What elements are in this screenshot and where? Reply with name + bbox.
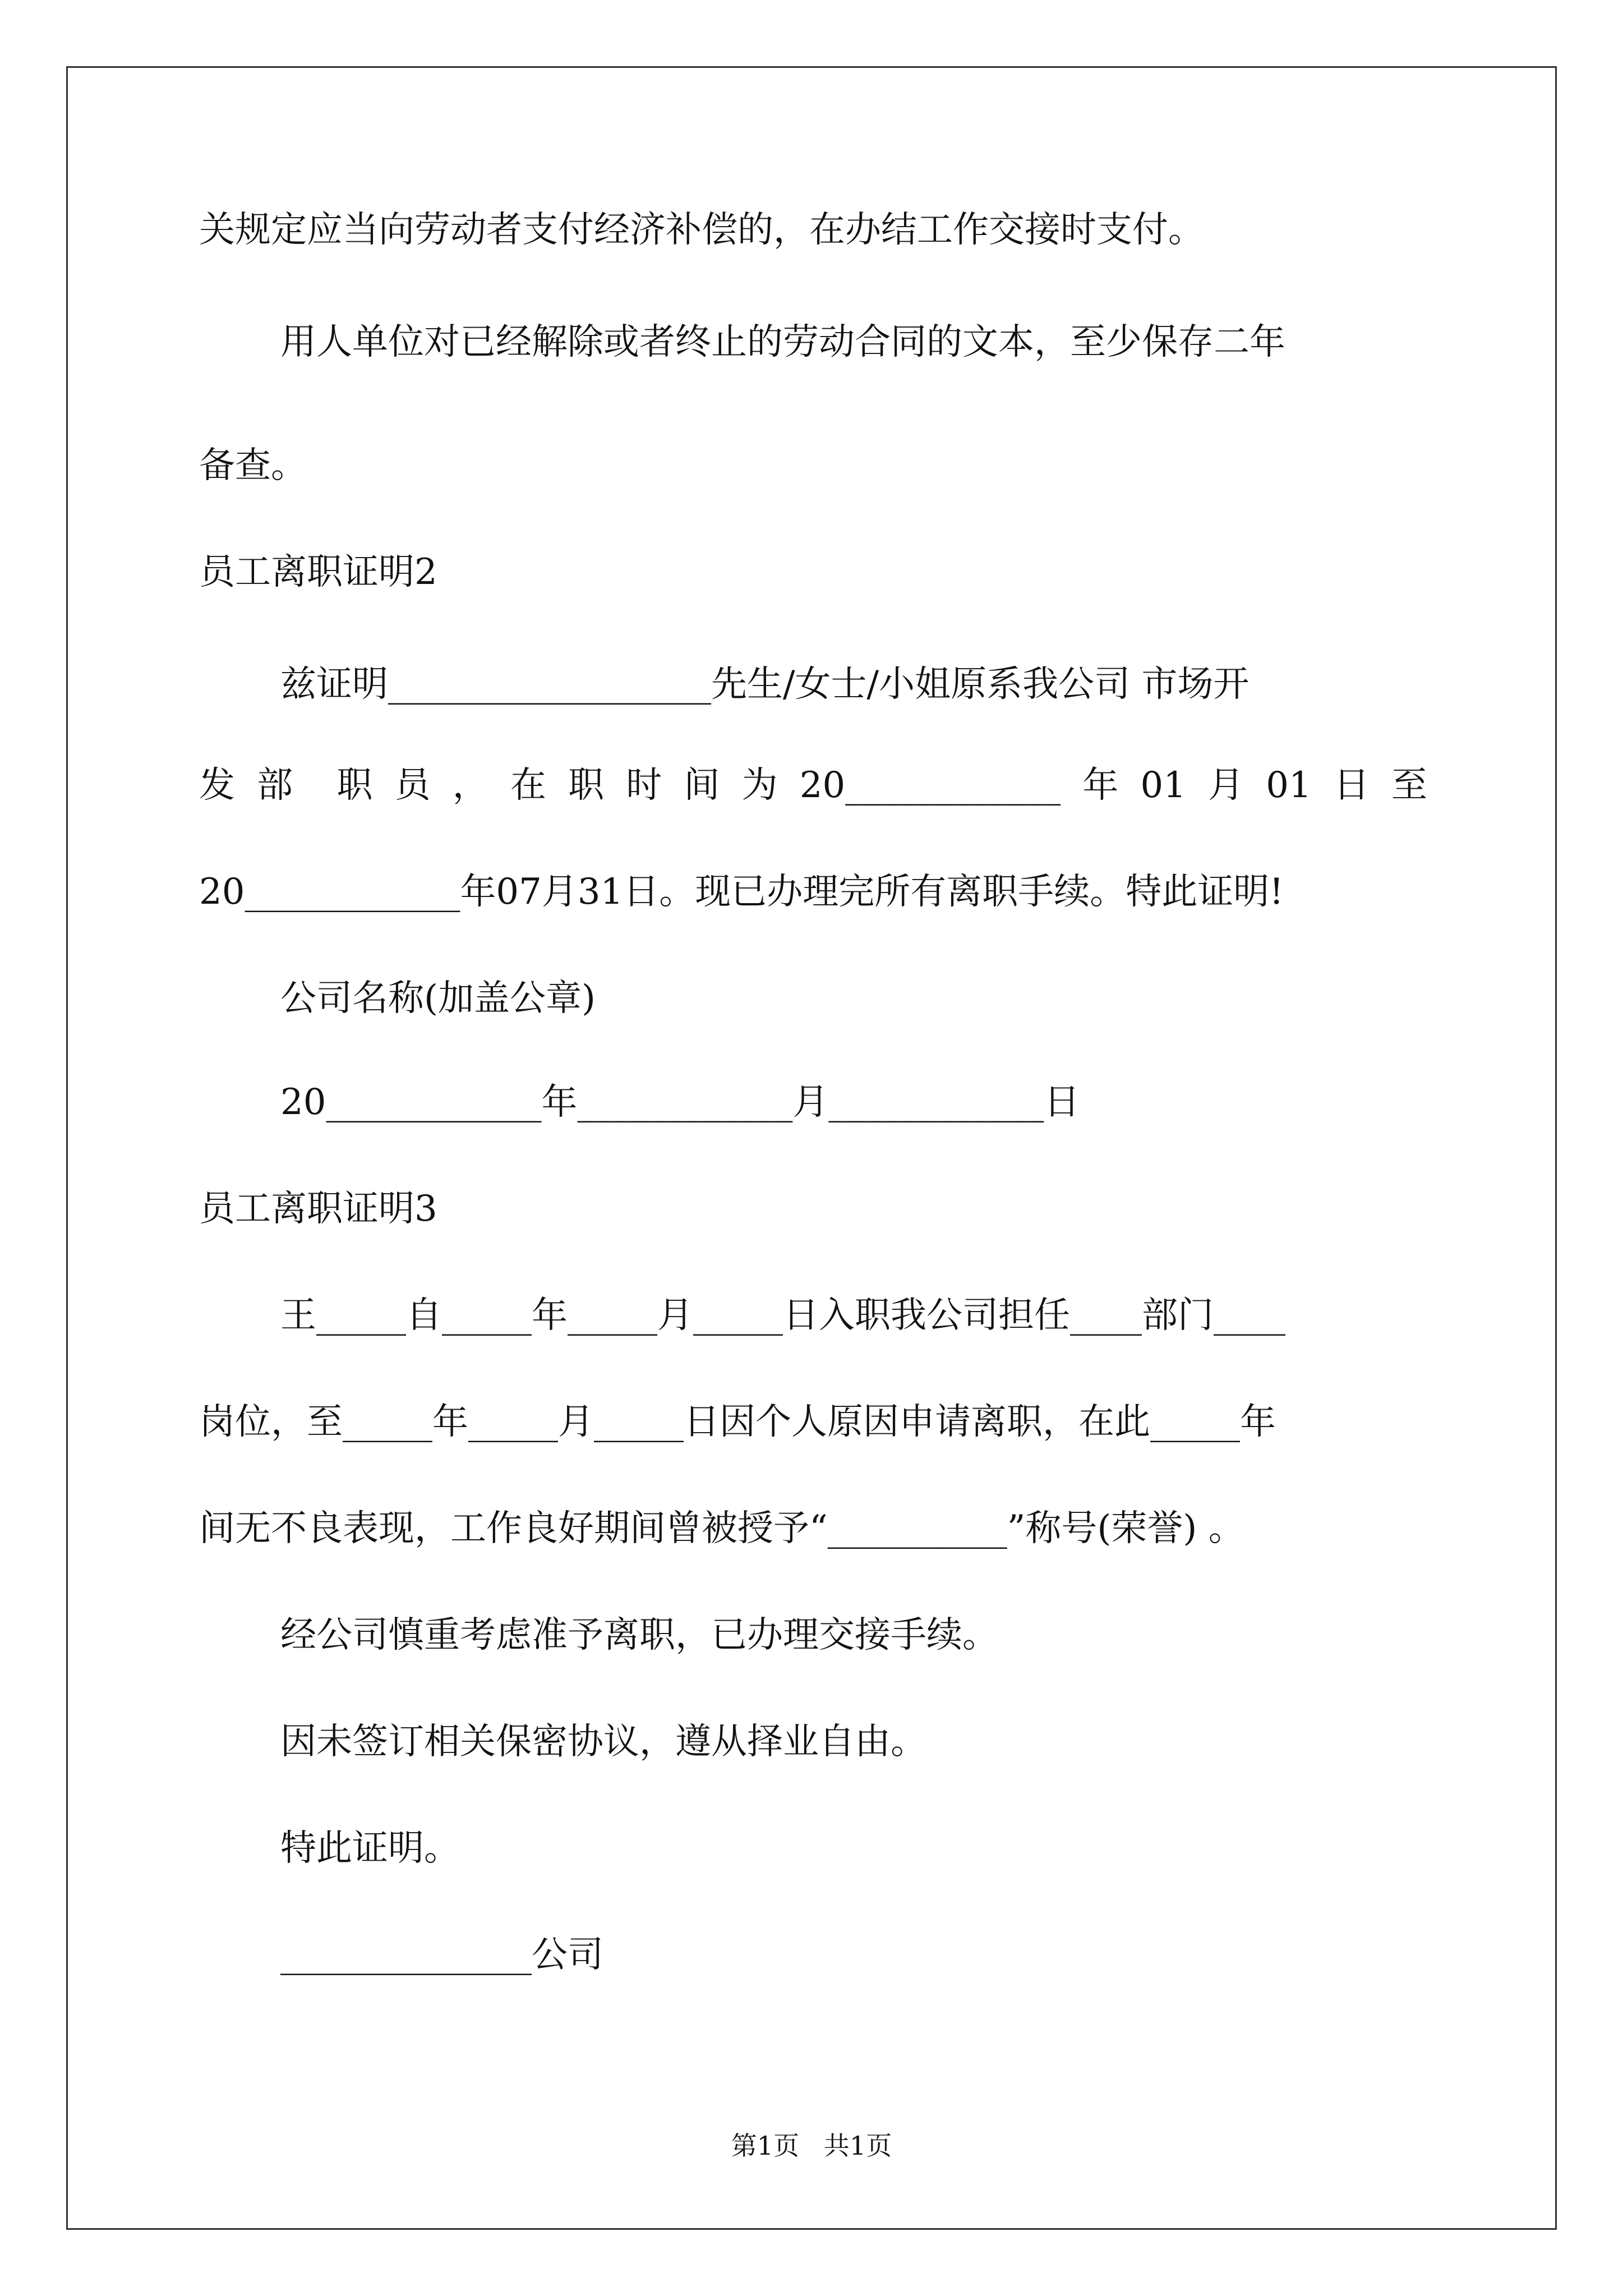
token: 发 bbox=[199, 765, 235, 806]
token: 间 bbox=[684, 765, 720, 806]
page-number-footer: 第1页 共1页 bbox=[731, 2131, 892, 2161]
token: 在 bbox=[510, 765, 546, 806]
text-line-11: 王_____自_____年_____月_____日入职我公司担任____部门____ bbox=[280, 1295, 1285, 1336]
token: 部 bbox=[257, 765, 293, 806]
text-line-3: 备查。 bbox=[199, 445, 307, 486]
text-line-16: 特此证明。 bbox=[280, 1828, 460, 1869]
token: 时 bbox=[626, 765, 662, 806]
token: 年 bbox=[1082, 765, 1119, 806]
text-line-5: 兹证明__________________先生/女士/小姐原系我公司 市场开 bbox=[280, 664, 1249, 705]
token: 为 bbox=[741, 765, 778, 806]
text-line-7: 20____________年07月31日。现已办理完所有离职手续。特此证明! bbox=[199, 871, 1284, 913]
token: 日 bbox=[1333, 765, 1370, 806]
section-heading-3: 员工离职证明3 bbox=[199, 1188, 437, 1230]
token: 职 bbox=[568, 765, 605, 806]
token: 至 bbox=[1391, 765, 1427, 806]
company-signature-line: ______________公司 bbox=[280, 1934, 603, 1976]
text-line-12: 岗位，至_____年_____月_____日因个人原因申请离职，在此_____年 bbox=[199, 1401, 1276, 1443]
token: 职 bbox=[336, 765, 373, 806]
text-line-13: 间无不良表现，工作良好期间曾被授予“__________”称号(荣誉) 。 bbox=[199, 1508, 1244, 1549]
text-line-15: 因未签订相关保密协议，遵从择业自由。 bbox=[280, 1721, 926, 1763]
token: 20____________ bbox=[799, 765, 1061, 806]
text-line-2: 用人单位对已经解除或者终止的劳动合同的文本，至少保存二年 bbox=[280, 321, 1285, 363]
section-heading-2: 员工离职证明2 bbox=[199, 551, 437, 593]
token: ， bbox=[452, 765, 488, 806]
company-name-seal-line: 公司名称(加盖公章) bbox=[280, 978, 596, 1019]
text-line-14: 经公司慎重考虑准予离职，已办理交接手续。 bbox=[280, 1614, 998, 1656]
date-line: 20____________年____________月____________日 bbox=[280, 1082, 1080, 1123]
text-line-6 bbox=[199, 763, 1427, 808]
token: 月 bbox=[1208, 765, 1244, 806]
page-border bbox=[66, 66, 1557, 2230]
token: 01 bbox=[1140, 765, 1186, 806]
text-line-1: 关规定应当向劳动者支付经济补偿的，在办结工作交接时支付。 bbox=[199, 209, 1204, 251]
token: 01 bbox=[1266, 765, 1312, 806]
token: 员 bbox=[394, 765, 431, 806]
